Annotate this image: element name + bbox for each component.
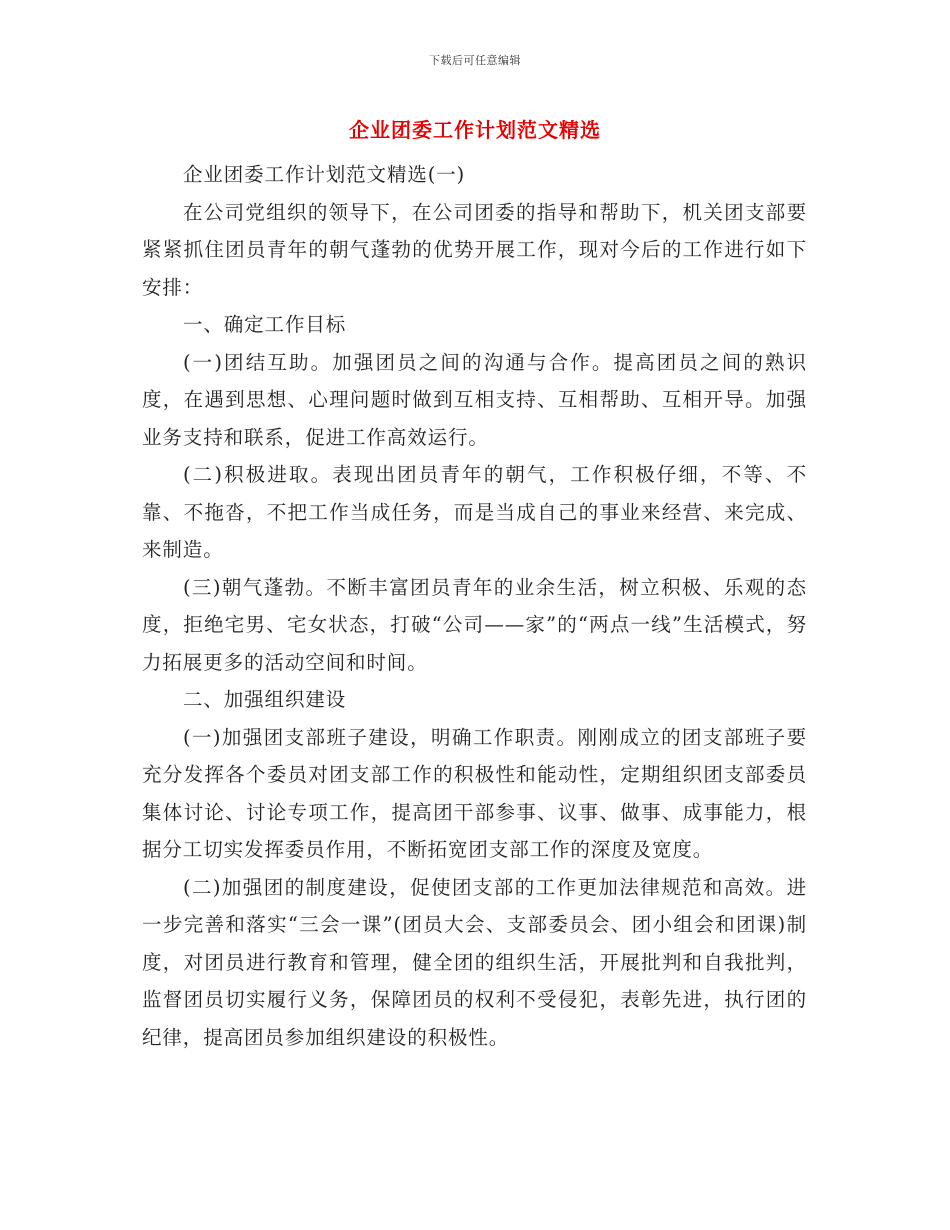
paragraph-intro: 在公司党组织的领导下，在公司团委的指导和帮助下，机关团支部要紧紧抓住团员青年的朝气蓬勃的优势开展工作，现对今后的工作进行如下安排： xyxy=(142,200,807,299)
header-note: 下载后可任意编辑 xyxy=(429,54,521,67)
document-title: 企业团委工作计划范文精选 xyxy=(349,118,601,142)
paragraph-goal-2: (二)积极进取。表现出团员青年的朝气，工作积极仔细，不等、不靠、不拖沓，不把工作当成任务，而是当成自己的事业来经营、来完成、来制造。 xyxy=(142,463,807,561)
paragraph-goal-3: (三)朝气蓬勃。不断丰富团员青年的业余生活，树立积极、乐观的态度，拒绝宅男、宅女状态，打破“公司——家”的“两点一线”生活模式，努力拓展更多的活动空间和时间。 xyxy=(142,575,807,674)
section-heading-1: 一、确定工作目标 xyxy=(182,313,347,336)
paragraph-goal-1: (一)团结互助。加强团员之间的沟通与合作。提高团员之间的熟识度，在遇到思想、心理问题时做到互相支持、互相帮助、互相开导。加强业务支持和联系，促进工作高效运行。 xyxy=(142,350,807,449)
paragraph-org-2: (二)加强团的制度建设，促使团支部的工作更加法律规范和高效。进一步完善和落实“三会一课”(团员大会、支部委员会、团小组会和团课)制度，对团员进行教育和管理，健全团的组织生活，开展批判和自我批判，监督团员切实履行义务，保障团员的权利不受侵犯，表彰先进，执行团的纪律，提高团员参加组织建设的积极性。 xyxy=(142,875,807,1049)
paragraph-subtitle: 企业团委工作计划范文精选(一) xyxy=(182,163,466,186)
paragraph-org-1: (一)加强团支部班子建设，明确工作职责。刚刚成立的团支部班子要充分发挥各个委员对团支部工作的积极性和能动性，定期组织团支部委员集体讨论、讨论专项工作，提高团干部参事、议事、做事、成事能力，根据分工切实发挥委员作用，不断拓宽团支部工作的深度及宽度。 xyxy=(142,725,807,861)
section-heading-2: 二、加强组织建设 xyxy=(182,688,347,711)
document-body xyxy=(142,156,807,1056)
